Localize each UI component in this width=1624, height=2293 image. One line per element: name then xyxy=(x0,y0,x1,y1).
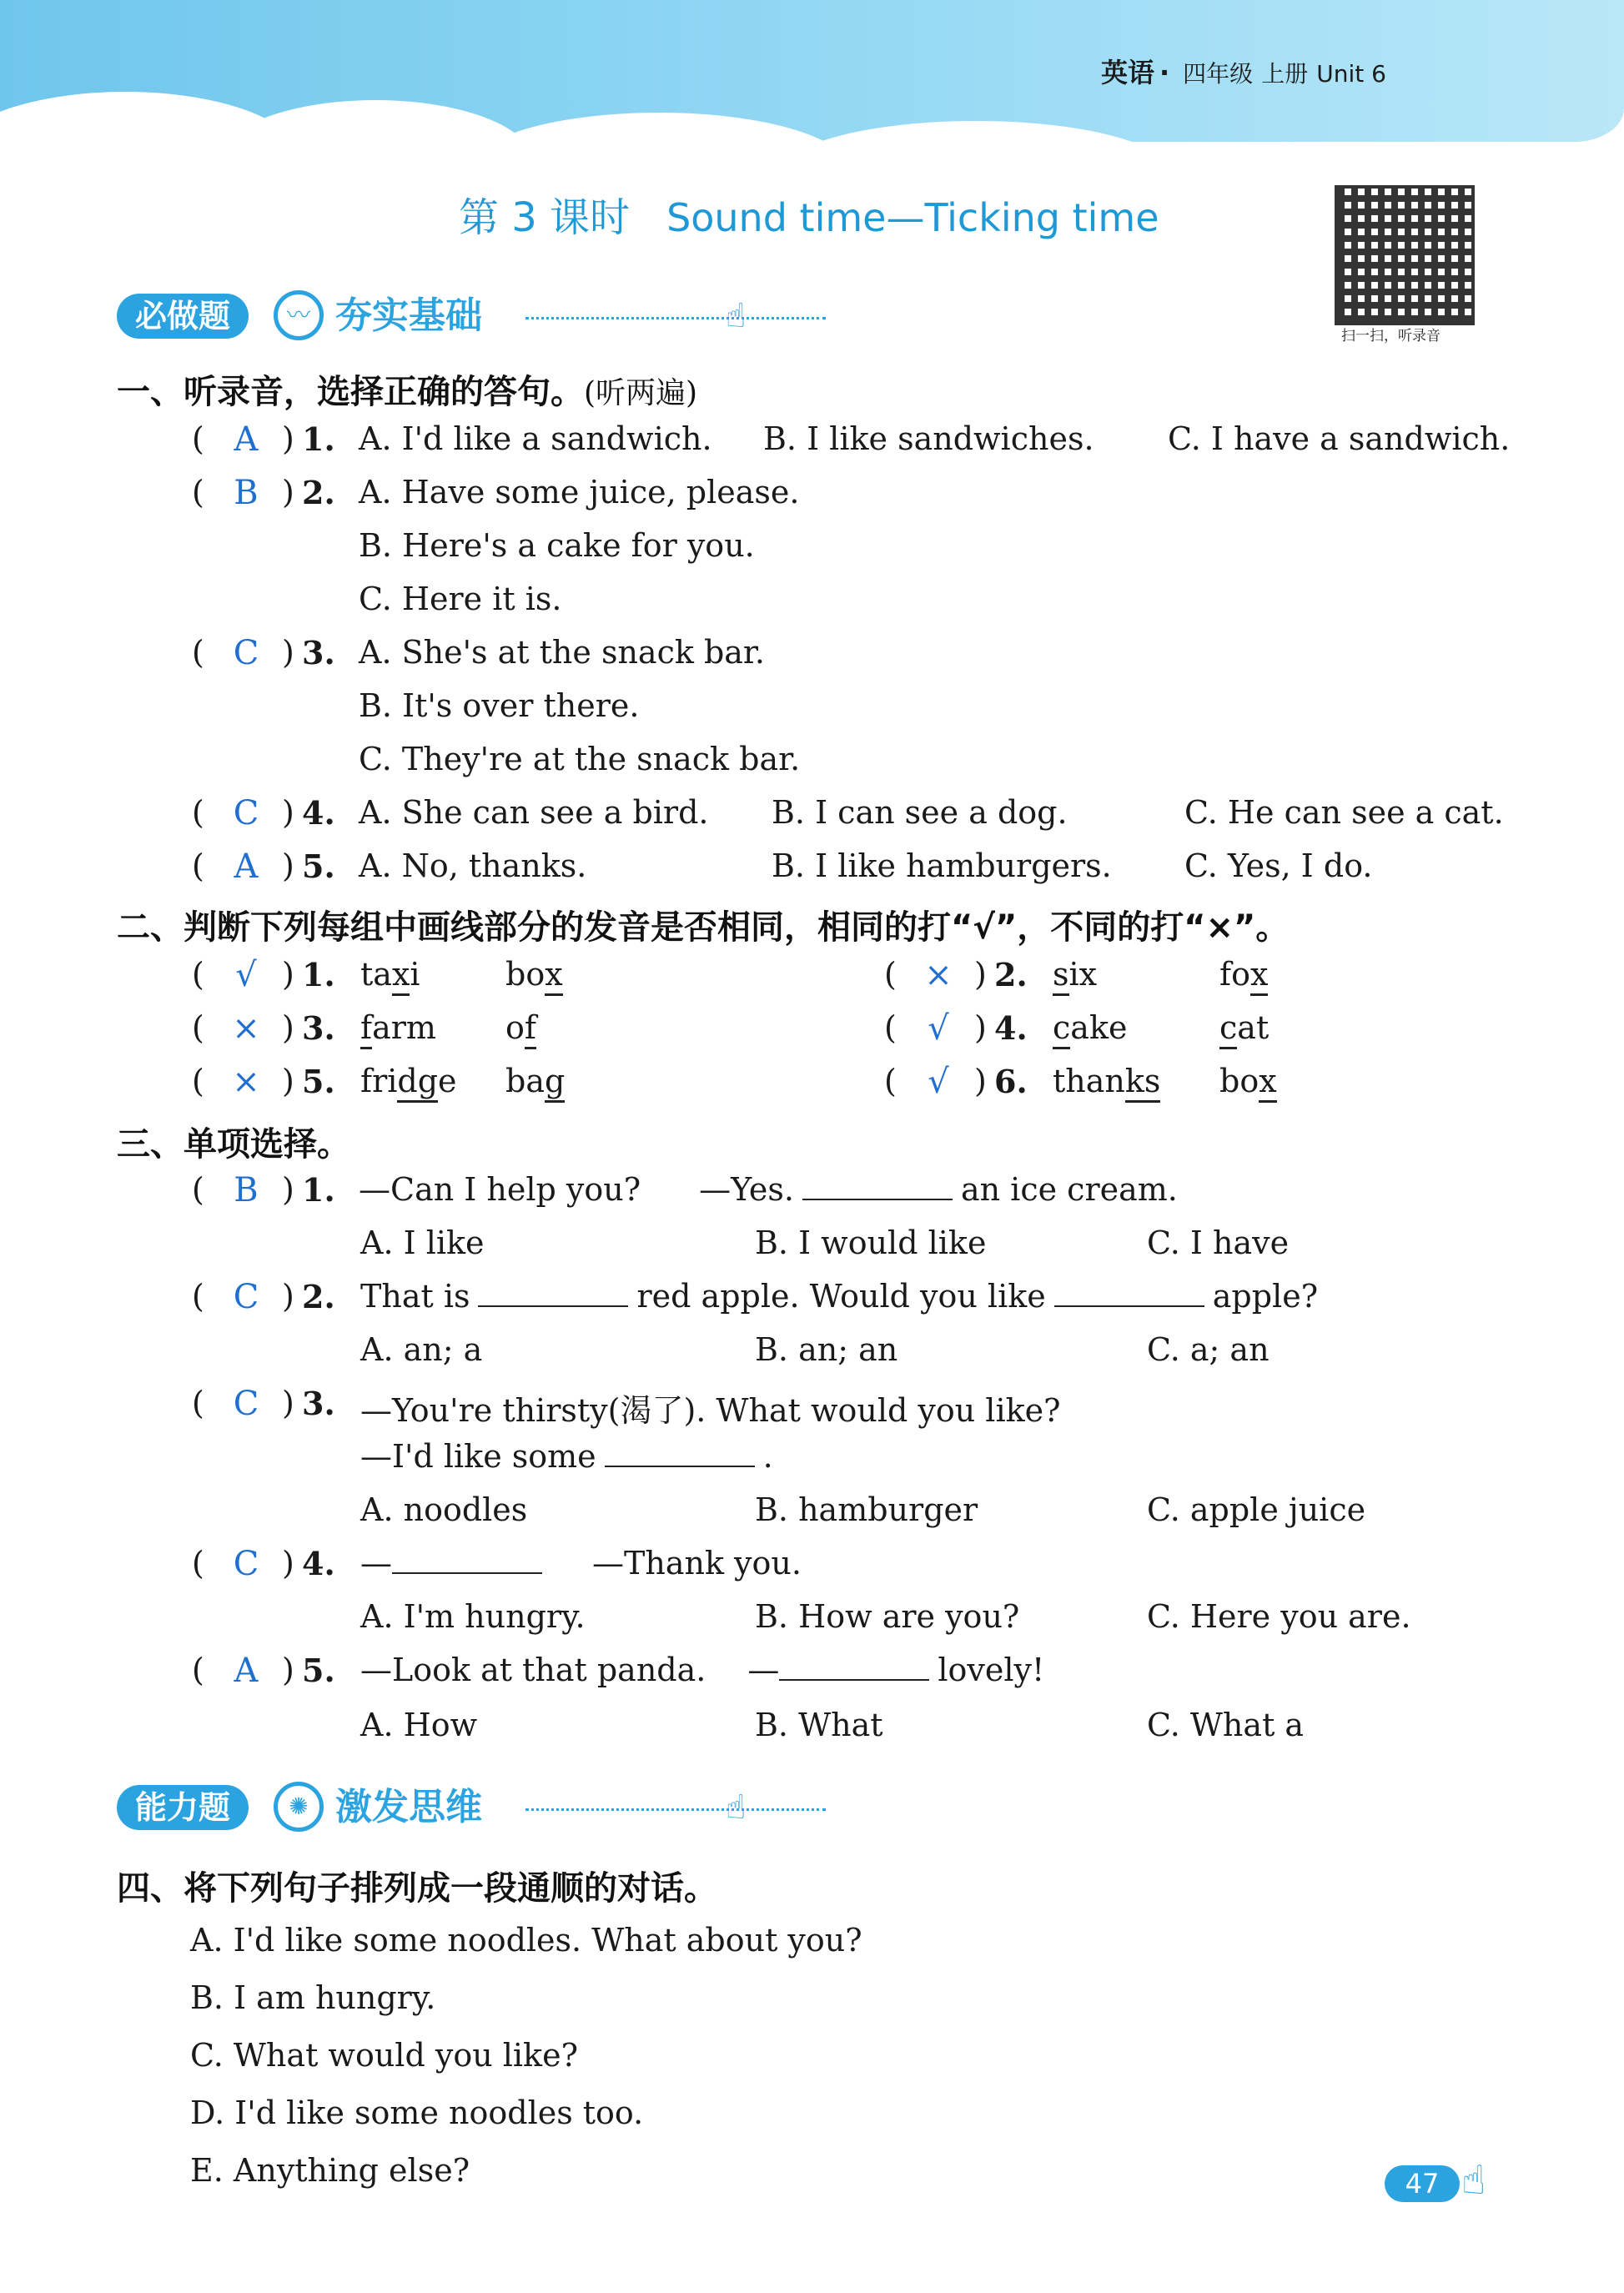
answer: C xyxy=(233,1278,259,1316)
option-b: B. I like hamburgers. xyxy=(772,847,1112,884)
option-c: C. Here you are. xyxy=(1147,1598,1411,1635)
qr-caption: 扫一扫，听录音 xyxy=(1341,328,1440,344)
word-2: box xyxy=(1219,1063,1277,1099)
word-1: thanks xyxy=(1053,1063,1160,1099)
ok-hand-icon: ☝ xyxy=(726,297,747,335)
option-c: C. I have a sandwich. xyxy=(1168,420,1511,457)
question-stem: That is red apple. Would you like apple? xyxy=(360,1278,1319,1315)
answer: B xyxy=(234,474,259,512)
answer: × xyxy=(232,1063,260,1101)
chart-icon: 〰 xyxy=(274,290,324,340)
option-a: A. She's at the snack bar. xyxy=(359,634,766,671)
lesson-title xyxy=(459,185,1159,243)
option-b: B. an; an xyxy=(755,1331,898,1368)
word-1: farm xyxy=(360,1009,436,1046)
word-1: six xyxy=(1053,956,1097,993)
dotted-divider xyxy=(525,1808,826,1811)
option-a: A. I like xyxy=(360,1224,485,1261)
answer: C xyxy=(233,1385,259,1423)
option-c: C. Here it is. xyxy=(359,581,562,617)
option-b: B. Here's a cake for you. xyxy=(359,527,755,564)
header-info: 英语 · 四年级 上册 Unit 6 xyxy=(1101,57,1386,88)
unit-label: Unit 6 xyxy=(1316,60,1386,88)
word-2: bag xyxy=(505,1063,565,1099)
section-ability xyxy=(117,1785,767,1835)
dialogue-sentence: B. I am hungry. xyxy=(190,1979,436,2016)
answer: A xyxy=(234,1652,259,1690)
question-stem: — —Thank you. xyxy=(360,1545,802,1581)
dialogue-sentence: E. Anything else? xyxy=(190,2152,470,2189)
answer: C xyxy=(233,634,259,672)
brain-icon: ✺ xyxy=(274,1782,324,1832)
section-label: 能力题 xyxy=(117,1785,249,1830)
answer: √ xyxy=(235,956,257,994)
word-1: taxi xyxy=(360,956,420,993)
dialogue-sentence: D. I'd like some noodles too. xyxy=(190,2094,644,2131)
dotted-divider xyxy=(525,317,826,319)
option-b: B. I would like xyxy=(755,1224,987,1261)
section-label: 必做题 xyxy=(117,294,249,339)
answer: × xyxy=(924,956,953,994)
subject-label: 英语 xyxy=(1101,57,1155,88)
option-b: B. It's over there. xyxy=(359,687,640,724)
grade-label: 四年级 xyxy=(1183,60,1254,88)
word-1: fridge xyxy=(360,1063,457,1099)
question-stem: —You're thirsty(渴了). What would you like? xyxy=(360,1392,1061,1429)
answer: B xyxy=(234,1171,259,1209)
question-stem-2: —I'd like some . xyxy=(360,1438,773,1475)
answer: A xyxy=(234,420,259,459)
volume-label: 上册 xyxy=(1261,60,1309,88)
option-c: C. He can see a cat. xyxy=(1184,794,1504,831)
dialogue-sentence: C. What would you like? xyxy=(190,2037,578,2074)
word-2: of xyxy=(505,1009,536,1046)
question-heading: 二、判断下列每组中画线部分的发音是否相同，相同的打“√”，不同的打“×”。 xyxy=(117,908,1290,947)
option-a: A. an; a xyxy=(360,1331,483,1368)
question-stem: —Can I help you? —Yes. an ice cream. xyxy=(359,1171,1178,1208)
option-b: B. I can see a dog. xyxy=(772,794,1068,831)
option-b: B. hamburger xyxy=(755,1491,978,1528)
option-a: A. I'd like a sandwich. xyxy=(359,420,712,457)
lesson-title-en: Sound time—Ticking time xyxy=(666,195,1159,240)
option-b: B. How are you? xyxy=(755,1598,1020,1635)
option-a: A. I'm hungry. xyxy=(360,1598,586,1635)
question-stem: —Look at that panda. — lovely! xyxy=(360,1652,1045,1688)
question-heading: 三、单项选择。 xyxy=(117,1125,350,1164)
option-c: C. apple juice xyxy=(1147,1491,1366,1528)
ok-hand-icon: ☝ xyxy=(1461,2157,1486,2204)
page-number: 47 xyxy=(1385,2165,1460,2202)
option-a: A. How xyxy=(360,1707,478,1743)
option-a: A. noodles xyxy=(360,1491,528,1528)
option-a: A. She can see a bird. xyxy=(359,794,709,831)
qr-code-icon[interactable] xyxy=(1335,185,1475,325)
answer: × xyxy=(232,1009,260,1048)
answer: √ xyxy=(928,1063,949,1101)
option-c: C. What a xyxy=(1147,1707,1305,1743)
answer: √ xyxy=(928,1009,949,1048)
answer: C xyxy=(233,794,259,832)
dialogue-sentence: A. I'd like some noodles. What about you? xyxy=(190,1922,862,1959)
section-title: 激发思维 xyxy=(335,1786,482,1828)
answer: C xyxy=(233,1545,259,1583)
option-c: C. They're at the snack bar. xyxy=(359,741,801,777)
question-heading: 四、将下列句子排列成一段通顺的对话。 xyxy=(117,1869,717,1908)
word-2: fox xyxy=(1219,956,1268,993)
option-b: B. I like sandwiches. xyxy=(763,420,1094,457)
option-c: C. I have xyxy=(1147,1224,1290,1261)
ok-hand-icon: ☝ xyxy=(726,1788,747,1827)
word-2: cat xyxy=(1219,1009,1269,1046)
answer: A xyxy=(234,847,259,886)
option-c: C. Yes, I do. xyxy=(1184,847,1373,884)
option-b: B. What xyxy=(755,1707,883,1743)
section-title: 夯实基础 xyxy=(335,294,482,337)
lesson-title-cn: 第 3 课时 xyxy=(459,194,631,241)
word-1: cake xyxy=(1053,1009,1127,1046)
option-a: A. Have some juice, please. xyxy=(359,474,800,510)
question-heading: 一、听录音，选择正确的答句。(听两遍) xyxy=(117,373,698,411)
option-c: C. a; an xyxy=(1147,1331,1270,1368)
option-a: A. No, thanks. xyxy=(359,847,587,884)
word-2: box xyxy=(505,956,563,993)
section-required xyxy=(117,294,767,344)
